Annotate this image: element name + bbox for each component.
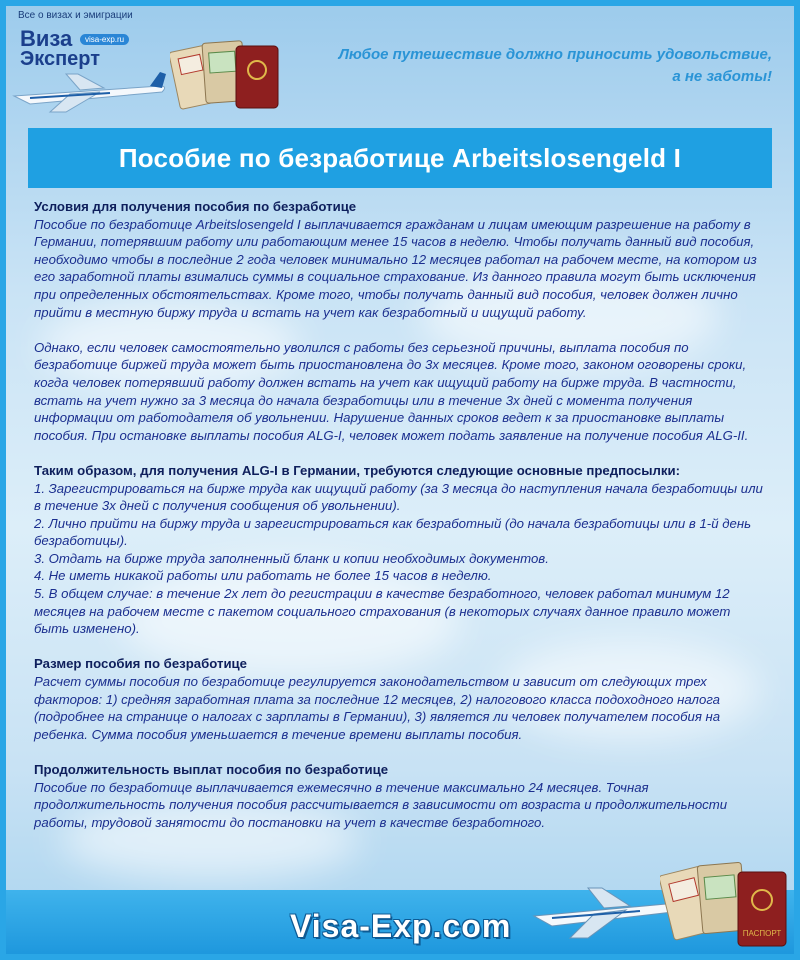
slogan-line-1: Любое путешествие должно приносить удовольствие, <box>338 46 772 63</box>
section-conditions <box>34 198 768 321</box>
title-banner <box>28 128 772 188</box>
section-text: Расчет суммы пособия по безработице регулируется законодательством и зависит от следующих трех факторов: 1) средняя заработная плата за последние 12 месяцев, 2) налогового класса подоходного налога (подробнее на странице о налогах с зарплаты в Германии), 3) является ли человек получателем пособия на ребенка. Сумма пособия уменьшается в течение времени выплаты пособия. <box>34 674 721 742</box>
logo-title-viza: Виза <box>20 26 73 51</box>
airplane-icon <box>10 68 170 114</box>
section-text: Однако, если человек самостоятельно уволился с работы без серьезной причины, выплата пособия по безработице биржей труда может быть приостановлена до 3х месяцев. Кроме того, законом оговорены сроки, когда человек потерявший работу должен встать на учет как ищущий работу на бирже труда. В частности, встать на учет нужно за 3 месяца до начала безработицы или в течение 3х дней с момента получения информации от работодателя об увольнении. Нарушение данных сроков ведет к за приостановке выплаты пособия. При остановке выплаты пособия ALG-I, человек может подать заявление на получение пособия ALG-II. <box>34 339 749 443</box>
logo-url-badge: visa-exp.ru <box>80 34 129 45</box>
footer-passports-icon <box>660 856 790 952</box>
list-item: 3. Отдать на бирже труда заполненный бланк и копии необходимых документов. <box>34 550 549 566</box>
section-heading: Продолжительность выплат пособия по безработице <box>34 762 389 777</box>
site-logo[interactable] <box>10 6 290 116</box>
header-slogan <box>302 44 772 88</box>
section-suspension <box>34 339 768 445</box>
list-item: 5. В общем случае: в течение 2х лет до регистрации в качестве безработного, человек работал минимум 12 месяцев на рабочем месте с пакетом социального страхования (в некоторых случаях данное правило может быть изменено). <box>34 586 731 637</box>
logo-tagline: Все о визах и эмиграции <box>18 10 133 21</box>
passports-icon <box>170 36 282 116</box>
footer-logo-text[interactable]: Visa-Exp.com <box>290 908 512 944</box>
logo-title-expert: Эксперт <box>20 48 101 70</box>
slogan-line-2: а не заботы! <box>672 68 772 85</box>
passport-label: ПАСПОРТ <box>742 929 782 938</box>
section-heading: Таким образом, для получения ALG-I в Германии, требуются следующие основные предпосылки: <box>34 462 680 478</box>
section-requirements <box>34 462 768 638</box>
section-heading: Условия для получения пособия по безработице <box>34 199 357 214</box>
list-item: 2. Лично прийти на биржу труда и зарегистрироваться как безработный (до начала безработицы или в 1-й день безработицы). <box>34 515 752 549</box>
section-duration <box>34 761 768 831</box>
section-heading: Размер пособия по безработице <box>34 656 247 672</box>
section-text: Пособие по безработице выплачивается ежемесячно в течение максимально 24 месяцев. Точная продолжительность получения пособия рассчитывается в зависимости от возраста и продолжительности работы, трудовой занятости до постановки на учет в качестве безработного. <box>34 779 728 830</box>
section-amount <box>34 655 768 743</box>
list-item: 1. Зарегистрироваться на бирже труда как ищущий работу (за 3 месяца до наступления начала безработицы или в течение 3х дней с получения сообщения об увольнении). <box>34 480 763 514</box>
section-text: Пособие по безработице Arbeitslosengeld I выплачивается гражданам и лицам имеющим разрешение на работу в Германии, потерявшим работу или работающим менее 15 часов в неделю. Чтобы получать данный вид пособия, необходимо чтобы в последние 2 года человек минимально 12 месяцев работал на рабочем месте, на котором из его заработной платы взимались суммы в социальное страхование. Из данного правила могут быть исключения при определенных обстоятельствах. Кроме того, чтобы получать данный вид пособия, человек должен лично прийти в местную биржу труда и встать на учет как безработный и ищущий работу. <box>34 216 757 320</box>
list-item: 4. Не иметь никакой работы или работать не более 15 часов в неделю. <box>34 568 492 584</box>
page-title: Пособие по безработице Arbeitslosengeld I <box>118 142 682 173</box>
article-body <box>34 198 768 849</box>
